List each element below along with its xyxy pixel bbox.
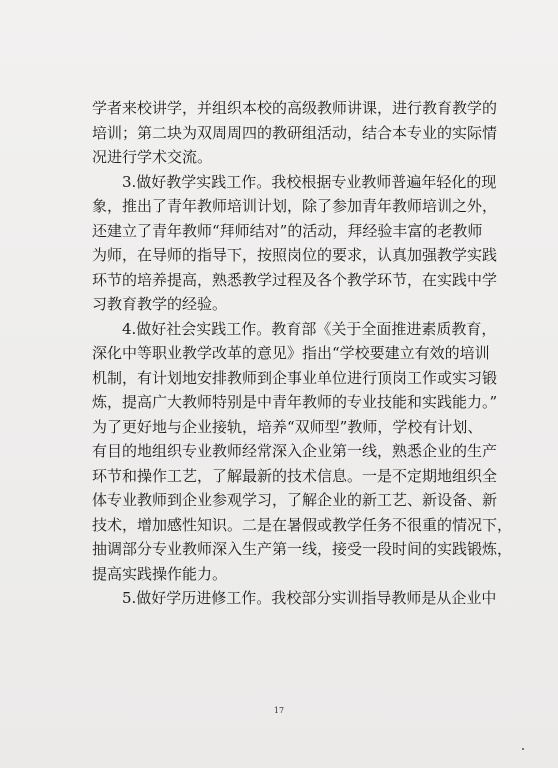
paragraph-heading-line: 3.做好教学实践工作。我校根据专业教师普遍年轻化的现 [122,172,497,191]
text-line: 技术，增加感性知识。二是在暑假或教学任务不很重的情况下， [92,515,513,534]
text-line: 体专业教师到企业参观学习，了解企业的新工艺、新设备、新 [92,491,498,509]
text-line: 提高实践操作能力。 [92,564,228,583]
text-line: 环节的培养提高，熟悉教学过程及各个教学环节，在实践中学 [92,270,498,289]
text-line: 抽调部分专业教师深入生产第一线，接受一段时间的实践锻炼， [92,540,513,558]
page-number: 17 [273,706,285,715]
text-line: 习教育教学的经验。 [92,295,228,313]
text-line: 况进行学术交流。 [92,148,213,166]
text-line: 象，推出了青年教师培训计划，除了参加青年教师培训之外， [92,197,498,215]
text-line: 环节和操作工艺，了解最新的技术信息。一是不定期地组织全 [92,466,498,485]
text-line: 为了更好地与企业接轨，培养“双师型”教师，学校有计划、 [92,417,483,436]
paragraph-heading-line: 5.做好学历进修工作。我校部分实训指导教师是从企业中 [122,589,497,607]
text-line: 机制，有计划地安排教师到企事业单位进行顶岗工作或实习锻 [92,368,498,387]
text-line: 学者来校讲学，并组织本校的高级教师讲课，进行教育教学的 [92,99,498,117]
text-line: 培训；第二块为双周周四的教研组活动，结合本专业的实际情 [92,123,498,142]
scan-speck [522,748,524,750]
text-line: 还建立了青年教师“拜师结对”的活动，拜经验丰富的老教师 [92,221,483,240]
text-line: 深化中等职业教学改革的意见》指出“学校要建立有效的培训 [92,344,490,362]
text-line: 炼，提高广大教师特别是中青年教师的专业技能和实践能力。” [92,393,498,411]
text-line: 为师，在导师的指导下，按照岗位的要求，认真加强教学实践 [92,246,498,264]
text-line: 有目的地组织专业教师经常深入企业第一线，熟悉企业的生产 [92,442,498,460]
paragraph-heading-line: 4.做好社会实践工作。教育部《关于全面推进素质教育， [122,319,497,338]
body-text [92,96,513,611]
